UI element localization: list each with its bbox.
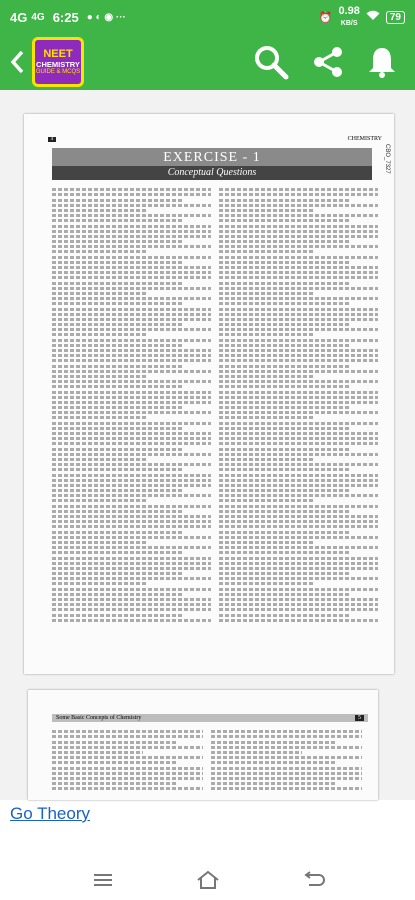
home-button[interactable] (190, 865, 226, 895)
text-line (52, 188, 211, 191)
text-line (52, 209, 147, 212)
text-line (52, 437, 211, 440)
text-line (52, 782, 176, 785)
text-line (219, 603, 378, 606)
text-line (219, 370, 378, 373)
text-line (219, 463, 378, 466)
bell-icon[interactable] (367, 45, 397, 79)
text-line (52, 458, 147, 461)
text-line (52, 525, 211, 528)
text-line (52, 261, 182, 264)
text-line (52, 567, 211, 570)
text-line (52, 416, 147, 419)
exercise-title-block (52, 148, 372, 180)
speed-unit: KB/S (340, 20, 358, 27)
text-line (219, 318, 378, 321)
text-line (219, 572, 349, 575)
speed-value: 0.98 (338, 5, 360, 17)
text-line (219, 567, 378, 570)
text-line (52, 474, 211, 477)
text-line (52, 520, 211, 523)
text-line (211, 741, 335, 744)
text-line (219, 235, 378, 238)
text-line (52, 411, 211, 414)
text-line (219, 536, 378, 539)
text-line (52, 494, 211, 497)
network-label: 4G (10, 9, 28, 25)
text-line (219, 396, 378, 399)
text-line (52, 562, 211, 565)
text-line (219, 479, 378, 482)
text-line (52, 401, 211, 404)
text-line (52, 318, 211, 321)
wifi-icon (366, 10, 380, 24)
text-line (219, 292, 314, 295)
text-line (52, 603, 211, 606)
text-line (219, 250, 314, 253)
text-line (52, 479, 211, 482)
recents-button[interactable] (85, 865, 121, 895)
text-line (211, 761, 335, 764)
text-line (52, 619, 211, 622)
page2-columns (28, 722, 378, 792)
page2-right-column (211, 728, 362, 792)
text-line (52, 463, 211, 466)
text-line (52, 391, 211, 394)
text-line (219, 406, 349, 409)
text-line (52, 365, 182, 368)
text-line (219, 333, 314, 336)
text-line (219, 608, 378, 611)
share-icon[interactable] (311, 45, 345, 79)
text-line (219, 468, 349, 471)
text-line (52, 510, 182, 513)
text-line (219, 328, 378, 331)
text-line (219, 380, 378, 383)
text-line (219, 427, 349, 430)
return-icon (301, 871, 325, 889)
text-line (52, 499, 147, 502)
text-line (219, 287, 378, 290)
text-line (219, 354, 378, 357)
text-line (219, 520, 378, 523)
right-column (219, 186, 378, 624)
text-line (52, 557, 211, 560)
text-line (219, 401, 378, 404)
text-line (219, 323, 349, 326)
text-line (211, 730, 362, 733)
text-line (219, 261, 349, 264)
text-line (219, 391, 378, 394)
battery-level: 79 (389, 11, 401, 23)
text-line (219, 256, 378, 259)
text-line (52, 359, 211, 362)
text-line (52, 250, 147, 253)
text-line (52, 297, 211, 300)
text-line (219, 219, 349, 222)
text-line (52, 756, 203, 759)
text-line (52, 551, 182, 554)
text-line (219, 349, 378, 352)
text-line (52, 308, 211, 311)
page2-header (52, 714, 368, 722)
text-line (219, 204, 378, 207)
text-line (52, 489, 182, 492)
text-line (52, 287, 211, 290)
system-nav-bar (0, 860, 415, 900)
text-line (219, 432, 378, 435)
pdf-viewer[interactable] (0, 90, 415, 800)
text-line (219, 593, 349, 596)
text-line (52, 442, 211, 445)
text-line (52, 380, 211, 383)
clock: 6:25 (52, 9, 79, 25)
text-line (219, 582, 314, 585)
text-line (52, 204, 211, 207)
text-line (52, 313, 211, 316)
text-line (219, 505, 378, 508)
text-line (219, 525, 378, 528)
text-line (219, 188, 378, 191)
text-line (211, 767, 362, 770)
logo-tagline: GUIDE & MCQS (35, 69, 81, 75)
text-line (52, 396, 211, 399)
text-line (219, 271, 378, 274)
text-line (219, 546, 378, 549)
logo-title: NEET (43, 48, 73, 60)
text-line (52, 349, 211, 352)
text-line (52, 468, 182, 471)
app-bar (0, 34, 415, 90)
text-line (52, 751, 143, 754)
text-line (219, 375, 314, 378)
text-line (52, 614, 182, 617)
text-line (52, 235, 211, 238)
text-line (52, 323, 182, 326)
menu-icon (92, 872, 114, 888)
text-line (52, 344, 182, 347)
text-line (219, 193, 378, 196)
text-line (52, 730, 203, 733)
text-line (219, 453, 378, 456)
text-line (52, 735, 203, 738)
text-line (52, 767, 203, 770)
text-line (219, 240, 349, 243)
text-line (219, 365, 349, 368)
text-line (52, 256, 211, 259)
question-columns (24, 180, 394, 624)
text-line (219, 313, 378, 316)
text-line (219, 499, 314, 502)
text-line (219, 614, 349, 617)
go-theory-link[interactable]: Go Theory (10, 804, 91, 823)
text-line (52, 541, 147, 544)
logo-subtitle: CHEMISTRY (36, 60, 80, 69)
text-line (52, 598, 211, 601)
text-line (219, 214, 378, 217)
text-line (52, 593, 182, 596)
text-line (52, 582, 147, 585)
text-line (52, 370, 211, 373)
text-line (52, 761, 176, 764)
text-line (52, 339, 211, 342)
text-line (52, 741, 176, 744)
text-line (52, 214, 211, 217)
text-line (52, 199, 182, 202)
text-line (219, 344, 349, 347)
status-bar (0, 0, 415, 34)
text-line (211, 777, 362, 780)
text-line (52, 588, 211, 591)
text-line (52, 245, 211, 248)
page1-chip: 4 (48, 137, 56, 142)
text-line (219, 422, 378, 425)
text-line (52, 219, 182, 222)
text-line (52, 193, 211, 196)
text-line (52, 427, 182, 430)
text-line (52, 531, 182, 534)
text-line (219, 209, 314, 212)
exercise-subtitle: Conceptual Questions (52, 166, 372, 180)
text-line (52, 240, 182, 243)
text-line (219, 266, 378, 269)
text-line (219, 276, 378, 279)
home-icon (195, 870, 221, 890)
text-line (52, 608, 211, 611)
text-line (52, 746, 203, 749)
exercise-title: EXERCISE - 1 (52, 148, 372, 166)
speed-label (338, 6, 359, 28)
network2-label: 4G (31, 11, 45, 23)
text-line (219, 541, 314, 544)
text-line (219, 489, 349, 492)
text-line (52, 772, 203, 775)
text-line (211, 787, 362, 790)
side-code: CBO_7327 (384, 144, 390, 174)
text-line (219, 282, 349, 285)
document-page-2 (28, 690, 378, 800)
text-line (52, 448, 182, 451)
text-line (211, 746, 362, 749)
text-line (52, 282, 182, 285)
page1-header (24, 114, 394, 142)
text-line (219, 437, 378, 440)
page2-chip: 5 (355, 715, 364, 721)
text-line (52, 777, 203, 780)
text-line (52, 375, 147, 378)
text-line (52, 302, 182, 305)
text-line (219, 510, 349, 513)
text-line (211, 756, 362, 759)
text-line (219, 484, 378, 487)
alarm-icon: ⏰ (318, 11, 333, 24)
text-line (219, 416, 314, 419)
app-logo (32, 37, 84, 87)
text-line (219, 225, 378, 228)
text-line (52, 787, 203, 790)
text-line (219, 442, 378, 445)
text-line (219, 230, 378, 233)
text-line (52, 292, 147, 295)
text-line (219, 551, 349, 554)
document-page-1 (24, 114, 394, 674)
text-line (52, 354, 211, 357)
text-line (52, 225, 211, 228)
text-line (211, 772, 362, 775)
chevron-left-icon (10, 50, 24, 74)
text-line (219, 385, 349, 388)
text-line (52, 536, 211, 539)
text-line (211, 735, 362, 738)
back-button[interactable] (6, 42, 28, 82)
text-line (52, 333, 147, 336)
text-line (52, 515, 211, 518)
text-line (219, 458, 314, 461)
text-line (52, 577, 211, 580)
text-line (52, 271, 211, 274)
left-column (52, 186, 211, 624)
text-line (52, 572, 182, 575)
text-line (219, 359, 378, 362)
text-line (219, 245, 378, 248)
text-line (219, 588, 378, 591)
text-line (219, 531, 349, 534)
text-line (219, 562, 378, 565)
text-line (52, 484, 211, 487)
back-nav-button[interactable] (295, 865, 331, 895)
text-line (219, 474, 378, 477)
text-line (219, 598, 378, 601)
text-line (219, 515, 378, 518)
text-line (219, 339, 378, 342)
text-line (52, 406, 182, 409)
text-line (52, 453, 211, 456)
text-line (211, 751, 302, 754)
text-line (219, 411, 378, 414)
text-line (52, 276, 211, 279)
text-line (219, 297, 378, 300)
battery-icon (386, 11, 405, 24)
notification-icons: ● ◐ ◉ ··· (86, 11, 126, 23)
text-line (219, 308, 378, 311)
text-line (52, 432, 211, 435)
text-line (219, 302, 349, 305)
text-line (52, 385, 182, 388)
text-line (219, 557, 378, 560)
text-line (219, 199, 349, 202)
text-line (52, 505, 211, 508)
text-line (219, 448, 349, 451)
page2-left-column (52, 728, 203, 792)
text-line (211, 782, 335, 785)
text-line (219, 619, 378, 622)
text-line (52, 266, 211, 269)
text-line (219, 494, 378, 497)
search-icon[interactable] (253, 44, 289, 80)
text-line (52, 328, 211, 331)
text-line (219, 577, 378, 580)
text-line (52, 422, 211, 425)
text-line (52, 230, 211, 233)
text-line (52, 546, 211, 549)
page1-header-label: CHEMISTRY (347, 136, 382, 142)
page2-header-label: Some Basic Concepts of Chemistry (56, 715, 142, 721)
